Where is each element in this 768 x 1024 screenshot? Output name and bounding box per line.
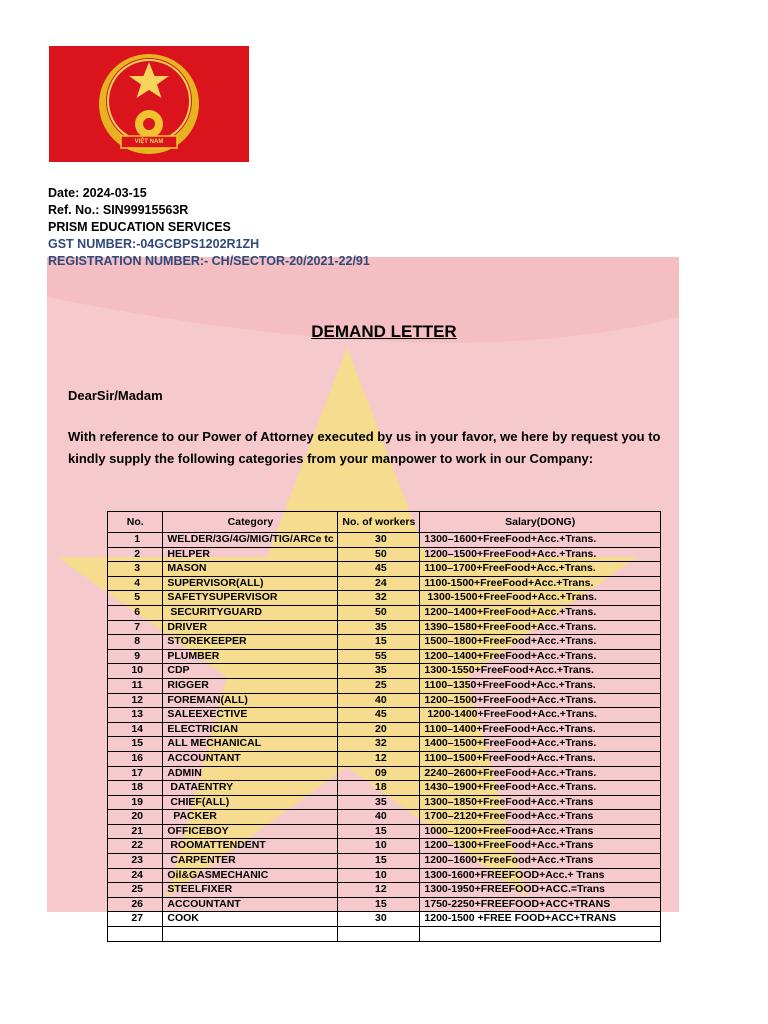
table-row <box>108 883 661 898</box>
emblem-ribbon-text: VIỆT NAM <box>134 139 164 145</box>
header-no: No. <box>108 512 163 533</box>
row-number: 16 <box>108 751 163 766</box>
table-row <box>108 766 661 781</box>
row-number: 20 <box>108 810 163 825</box>
row-salary: 1750-2250+FREEFOOD+ACC+TRANS <box>420 897 661 912</box>
table-header-row <box>108 512 661 533</box>
table-row <box>108 737 661 752</box>
table-row <box>108 781 661 796</box>
header-salary: Salary(DONG) <box>420 512 661 533</box>
row-number: 25 <box>108 883 163 898</box>
row-number: 3 <box>108 562 163 577</box>
row-number: 5 <box>108 591 163 606</box>
table-row <box>108 868 661 883</box>
row-workers: 55 <box>338 649 420 664</box>
table-row <box>108 795 661 810</box>
row-category: RIGGER <box>163 678 338 693</box>
row-salary: 2240–2600+FreeFood+Acc.+Trans. <box>420 766 661 781</box>
header-workers: No. of workers <box>338 512 420 533</box>
row-category: SALEEXECTIVE <box>163 708 338 723</box>
row-salary: 1430–1900+FreeFood+Acc.+Trans. <box>420 781 661 796</box>
reference-number: Ref. No.: SIN99915563R <box>48 203 189 217</box>
row-category: SUPERVISOR(ALL) <box>163 576 338 591</box>
row-workers: 12 <box>338 883 420 898</box>
table-row <box>108 824 661 839</box>
row-salary <box>420 927 661 942</box>
row-salary: 1300-1600+FREEFOOD+Acc.+ Trans <box>420 868 661 883</box>
row-workers: 32 <box>338 591 420 606</box>
row-category: PLUMBER <box>163 649 338 664</box>
row-number: 24 <box>108 868 163 883</box>
row-workers: 15 <box>338 824 420 839</box>
row-salary: 1200–1400+FreeFood+Acc.+Trans. <box>420 605 661 620</box>
row-number: 27 <box>108 912 163 927</box>
row-salary: 1000–1200+FreeFood+Acc.+Trans <box>420 824 661 839</box>
row-salary: 1300–1850+FreeFood+Acc.+Trans <box>420 795 661 810</box>
date-line: Date: 2024-03-15 <box>48 186 147 200</box>
row-workers: 35 <box>338 620 420 635</box>
table-row <box>108 722 661 737</box>
row-workers: 50 <box>338 547 420 562</box>
table-row <box>108 839 661 854</box>
row-category: SECURITYGUARD <box>163 605 338 620</box>
row-salary: 1100-1500+FreeFood+Acc.+Trans. <box>420 576 661 591</box>
row-category: ADMIN <box>163 766 338 781</box>
table-row <box>108 751 661 766</box>
row-salary: 1100–1500+FreeFood+Acc.+Trans. <box>420 751 661 766</box>
row-category: FOREMAN(ALL) <box>163 693 338 708</box>
row-number: 6 <box>108 605 163 620</box>
row-category: OFFICEBOY <box>163 824 338 839</box>
row-category: Oil&GASMECHANIC <box>163 868 338 883</box>
row-salary: 1200-1500 +FREE FOOD+ACC+TRANS <box>420 912 661 927</box>
row-workers: 50 <box>338 605 420 620</box>
intro-paragraph: With reference to our Power of Attorney executed by us in your favor, we here by request you to kindly supply the following categories from your manpower to work in our Company: <box>68 429 661 466</box>
row-salary: 1100–1700+FreeFood+Acc.+Trans. <box>420 562 661 577</box>
row-salary: 1100–1400+FreeFood+Acc.+Trans. <box>420 722 661 737</box>
table-row <box>108 693 661 708</box>
vietnam-emblem-flag <box>49 46 249 162</box>
row-workers: 45 <box>338 708 420 723</box>
row-workers: 35 <box>338 795 420 810</box>
row-number: 17 <box>108 766 163 781</box>
row-category: CARPENTER <box>163 854 338 869</box>
row-workers: 40 <box>338 693 420 708</box>
row-number: 19 <box>108 795 163 810</box>
row-workers: 15 <box>338 635 420 650</box>
row-salary: 1100–1350+FreeFood+Acc.+Trans. <box>420 678 661 693</box>
page-title: DEMAND LETTER <box>311 322 457 341</box>
row-salary: 1390–1580+FreeFood+Acc.+Trans. <box>420 620 661 635</box>
table-row <box>108 927 661 942</box>
row-category: STOREKEEPER <box>163 635 338 650</box>
row-number: 22 <box>108 839 163 854</box>
row-workers: 18 <box>338 781 420 796</box>
row-category: WELDER/3G/4G/MIG/TIG/ARCe tc <box>163 533 338 548</box>
row-salary: 1300-1550+FreeFood+Acc.+Trans. <box>420 664 661 679</box>
row-category: ELECTRICIAN <box>163 722 338 737</box>
row-number: 12 <box>108 693 163 708</box>
row-salary: 1300-1500+FreeFood+Acc.+Trans. <box>420 591 661 606</box>
table-row <box>108 576 661 591</box>
row-number: 7 <box>108 620 163 635</box>
row-number: 23 <box>108 854 163 869</box>
row-number: 15 <box>108 737 163 752</box>
row-workers: 30 <box>338 912 420 927</box>
row-workers: 12 <box>338 751 420 766</box>
table-row <box>108 591 661 606</box>
table-row <box>108 708 661 723</box>
row-number: 9 <box>108 649 163 664</box>
row-workers: 40 <box>338 810 420 825</box>
row-workers <box>338 927 420 942</box>
row-category <box>163 927 338 942</box>
table-row <box>108 635 661 650</box>
row-category: ROOMATTENDENT <box>163 839 338 854</box>
row-number: 10 <box>108 664 163 679</box>
row-workers: 30 <box>338 533 420 548</box>
table-row <box>108 854 661 869</box>
row-salary: 1300-1950+FREEFOOD+ACC.=Trans <box>420 883 661 898</box>
row-category: DATAENTRY <box>163 781 338 796</box>
row-number: 13 <box>108 708 163 723</box>
row-workers: 09 <box>338 766 420 781</box>
row-salary: 1200–1500+FreeFood+Acc.+Trans. <box>420 693 661 708</box>
header-category: Category <box>163 512 338 533</box>
row-number <box>108 927 163 942</box>
row-category: ALL MECHANICAL <box>163 737 338 752</box>
gst-number: GST NUMBER:-04GCBPS1202R1ZH <box>48 237 260 251</box>
company-name: PRISM EDUCATION SERVICES <box>48 220 231 234</box>
row-workers: 24 <box>338 576 420 591</box>
row-number: 8 <box>108 635 163 650</box>
row-category: ACCOUNTANT <box>163 897 338 912</box>
row-workers: 25 <box>338 678 420 693</box>
row-salary: 1200–1300+FreeFood+Acc.+Trans <box>420 839 661 854</box>
row-category: SAFETYSUPERVISOR <box>163 591 338 606</box>
row-number: 2 <box>108 547 163 562</box>
row-workers: 15 <box>338 854 420 869</box>
table-row <box>108 620 661 635</box>
row-workers: 32 <box>338 737 420 752</box>
row-category: PACKER <box>163 810 338 825</box>
row-salary: 1200–1400+FreeFood+Acc.+Trans. <box>420 649 661 664</box>
row-workers: 35 <box>338 664 420 679</box>
row-number: 21 <box>108 824 163 839</box>
row-category: CDP <box>163 664 338 679</box>
table-row <box>108 649 661 664</box>
row-workers: 20 <box>338 722 420 737</box>
row-number: 11 <box>108 678 163 693</box>
table-row <box>108 897 661 912</box>
row-number: 1 <box>108 533 163 548</box>
row-category: COOK <box>163 912 338 927</box>
table-row <box>108 533 661 548</box>
row-number: 4 <box>108 576 163 591</box>
row-salary: 1500–1800+FreeFood+Acc.+Trans. <box>420 635 661 650</box>
demand-table <box>107 511 661 942</box>
registration-number: REGISTRATION NUMBER:- CH/SECTOR-20/2021-22/91 <box>48 254 370 268</box>
table-row <box>108 605 661 620</box>
row-salary: 1200–1500+FreeFood+Acc.+Trans. <box>420 547 661 562</box>
row-salary: 1700–2120+FreeFood+Acc.+Trans <box>420 810 661 825</box>
row-workers: 15 <box>338 897 420 912</box>
row-category: STEELFIXER <box>163 883 338 898</box>
row-workers: 45 <box>338 562 420 577</box>
row-number: 18 <box>108 781 163 796</box>
row-number: 26 <box>108 897 163 912</box>
table-row <box>108 810 661 825</box>
row-salary: 1400–1500+FreeFood+Acc.+Trans. <box>420 737 661 752</box>
row-category: MASON <box>163 562 338 577</box>
row-category: DRIVER <box>163 620 338 635</box>
row-workers: 10 <box>338 839 420 854</box>
salutation: DearSir/Madam <box>68 388 163 403</box>
table-row <box>108 547 661 562</box>
row-salary: 1300–1600+FreeFood+Acc.+Trans. <box>420 533 661 548</box>
table-row <box>108 664 661 679</box>
letter-header <box>48 185 370 270</box>
row-category: HELPER <box>163 547 338 562</box>
table-row <box>108 562 661 577</box>
row-category: CHIEF(ALL) <box>163 795 338 810</box>
table-row <box>108 678 661 693</box>
row-salary: 1200-1400+FreeFood+Acc.+Trans. <box>420 708 661 723</box>
row-workers: 10 <box>338 868 420 883</box>
row-number: 14 <box>108 722 163 737</box>
row-category: ACCOUNTANT <box>163 751 338 766</box>
row-salary: 1200–1600+FreeFood+Acc.+Trans <box>420 854 661 869</box>
table-row <box>108 912 661 927</box>
